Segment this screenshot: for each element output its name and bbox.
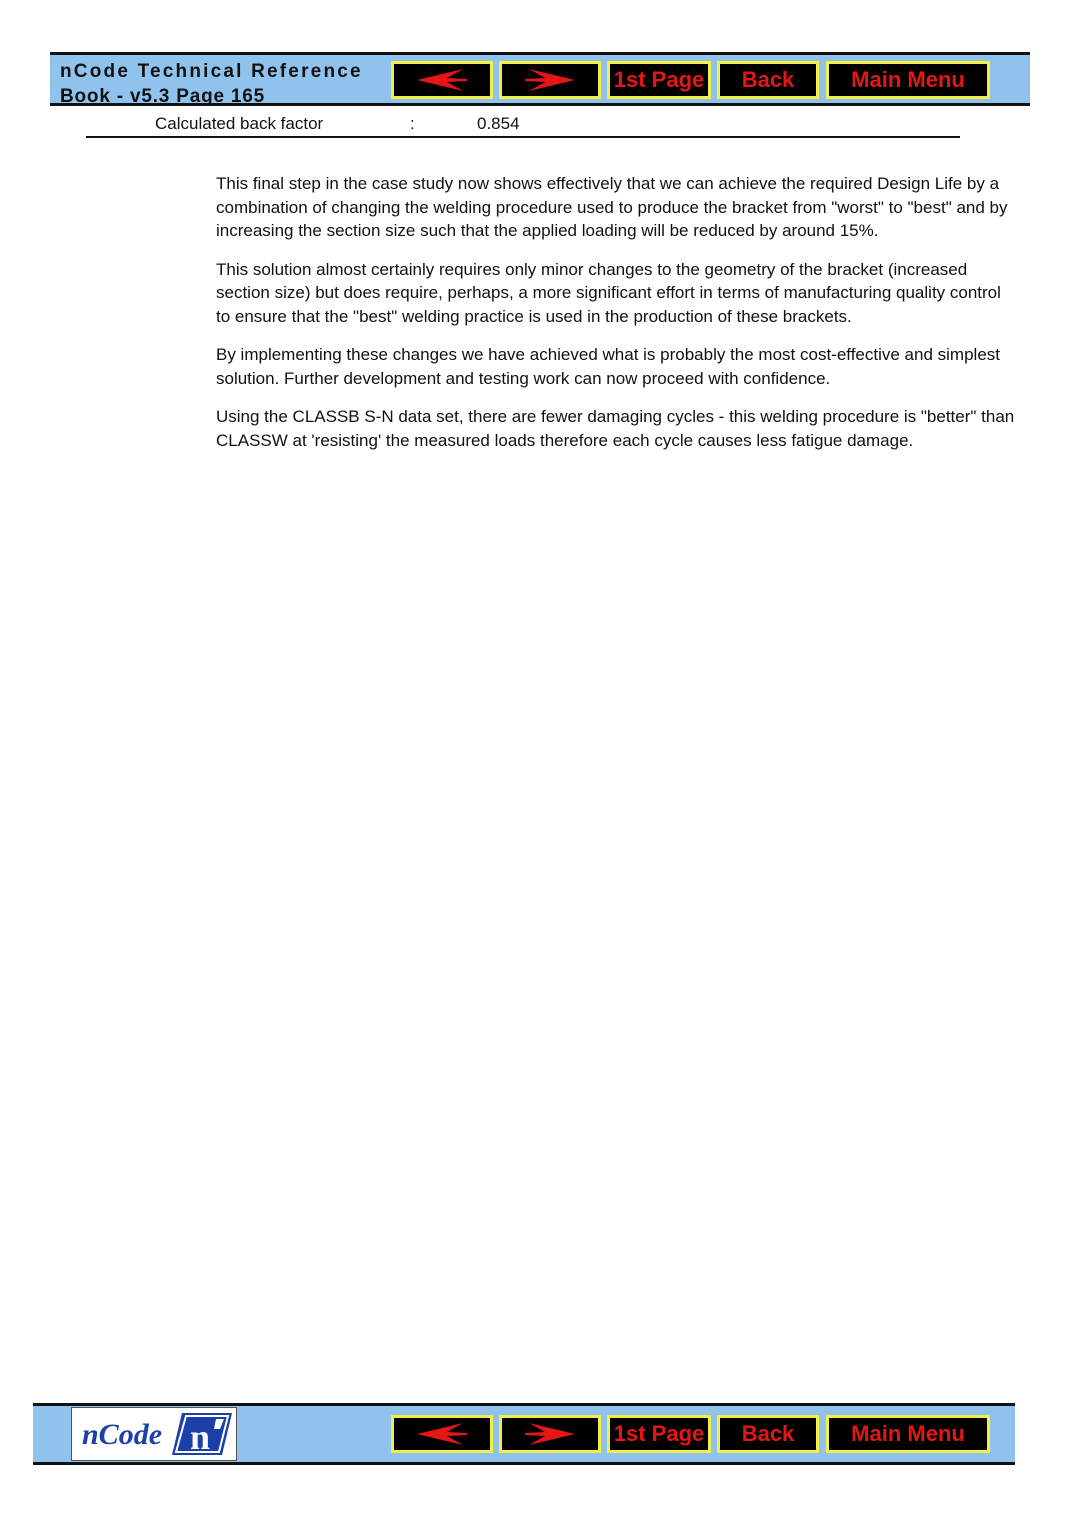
back-label: Back [741,67,795,92]
main-content [216,172,1016,467]
arrow-left-icon [417,1423,467,1445]
factor-separator: : [410,114,415,133]
first-page-button[interactable] [607,61,711,99]
arrow-right-icon [525,69,575,91]
logo-text: nCode [82,1418,163,1451]
back-label: Back [741,1421,795,1446]
title-line-2: Book - v5.3 Page 165 [60,86,266,107]
title-line-1: nCode Technical Reference [60,61,363,82]
paragraph: By implementing these changes we have achieved what is probably the most cost-effective and simplest solution. Further development and testing work can now proceed with confidence. [216,345,1000,388]
ncode-logo [71,1407,237,1461]
footer-next-page-button[interactable] [499,1415,601,1453]
footer-back-button[interactable] [717,1415,819,1453]
main-menu-button[interactable] [826,61,990,99]
ncode-logo-mark-icon [172,1413,232,1455]
factor-value: 0.854 [477,114,520,133]
main-menu-label: Main Menu [851,67,965,92]
factor-label: Calculated back factor [155,114,324,133]
header-bar [50,52,1030,106]
first-page-label: 1st Page [613,67,705,92]
arrow-left-icon [417,69,467,91]
calculated-factor-row [86,112,960,138]
footer-bar [33,1403,1015,1465]
main-menu-label: Main Menu [851,1421,965,1446]
footer-prev-page-button[interactable] [391,1415,493,1453]
logo-mark-letter: n [190,1417,211,1455]
first-page-label: 1st Page [613,1421,705,1446]
paragraph: Using the CLASSB S-N data set, there are fewer damaging cycles - this welding procedure is "better" than CLASSW at 'resisting' the measured loads therefore each cycle causes less fatigue damage. [216,407,1015,450]
next-page-button[interactable] [499,61,601,99]
footer-main-menu-button[interactable] [826,1415,990,1453]
footer-first-page-button[interactable] [607,1415,711,1453]
paragraph: This final step in the case study now shows effectively that we can achieve the required Design Life by a combination of changing the welding procedure used to produce the bracket from "worst" to "best" and by increasing the section size such that the applied loading will be reduced by around 15%. [216,174,1008,240]
paragraph: This solution almost certainly requires only minor changes to the geometry of the bracket (increased section size) but does require, perhaps, a more significant effort in terms of manufacturing quality control to ensure that the "best" welding practice is used in the production of these brackets. [216,259,1001,326]
back-button[interactable] [717,61,819,99]
arrow-right-icon [525,1423,575,1445]
prev-page-button[interactable] [391,61,493,99]
document-title [60,59,363,109]
